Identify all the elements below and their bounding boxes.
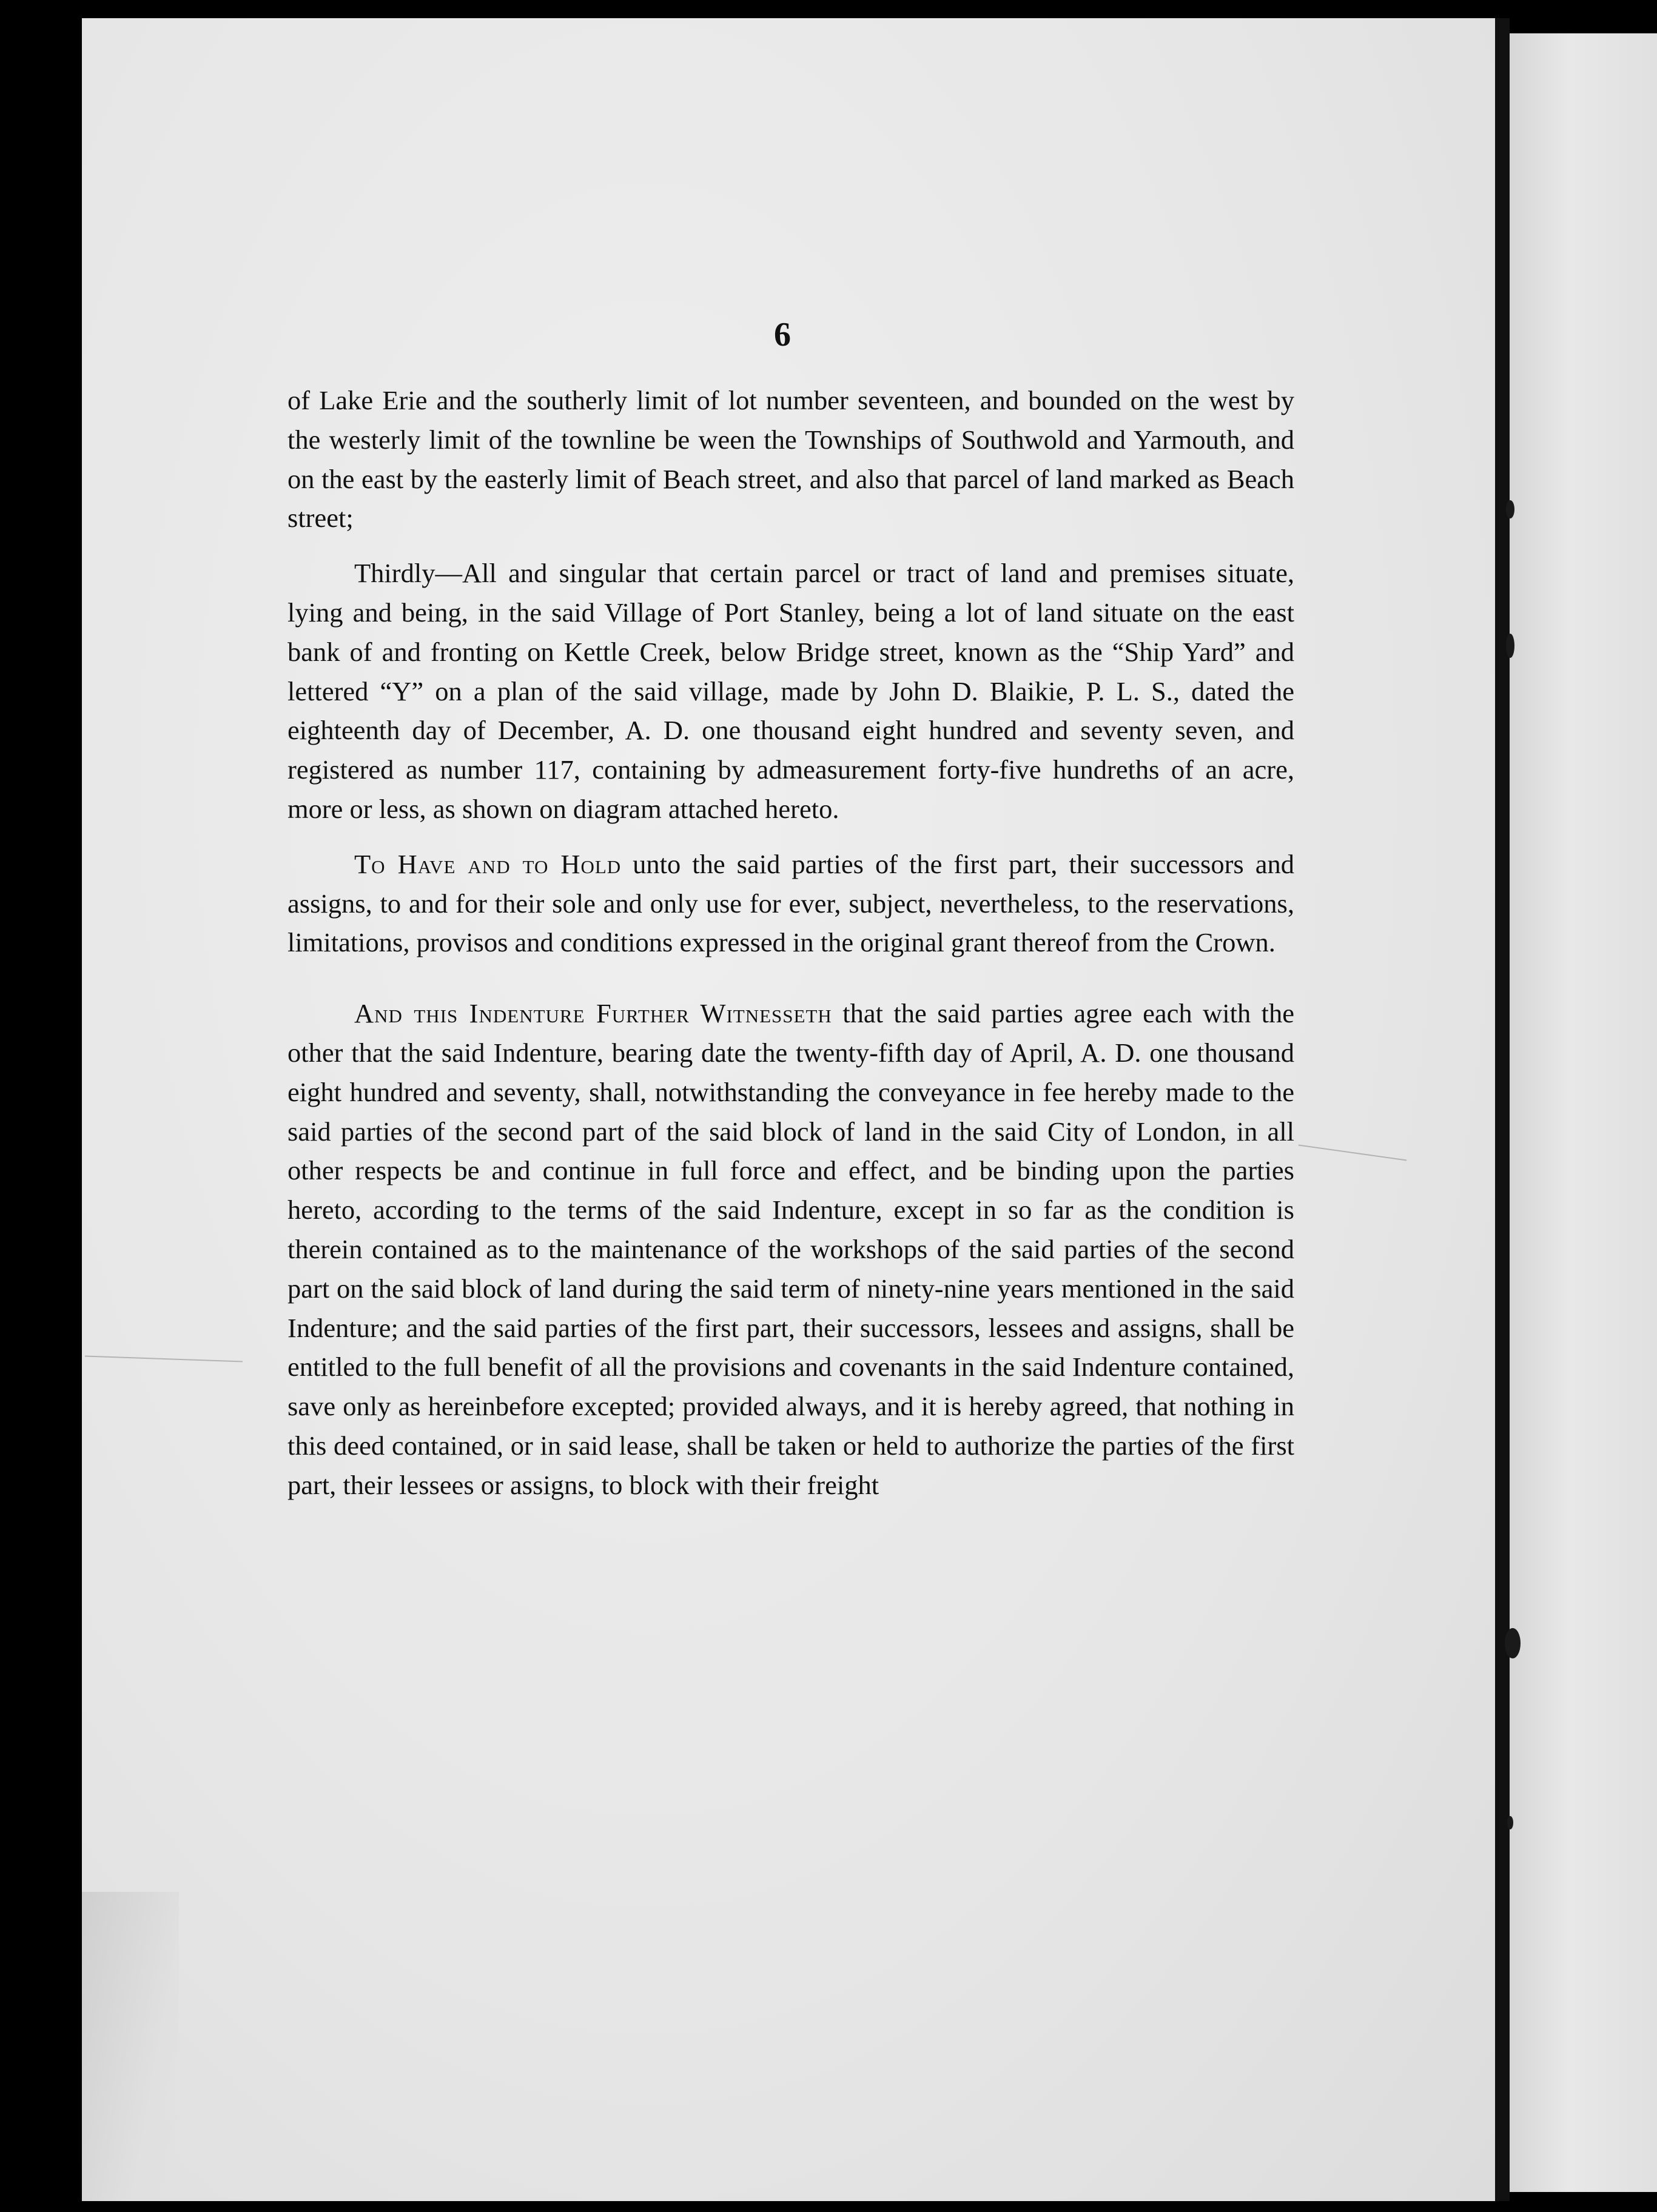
paragraph bbox=[287, 845, 1294, 962]
adjacent-page-edge bbox=[1510, 33, 1657, 2192]
binding-hole-mark bbox=[1506, 500, 1514, 518]
page-number: 6 bbox=[774, 316, 791, 354]
paragraph-lead: To Have and to Hold bbox=[354, 848, 622, 879]
paragraph: of Lake Erie and the southerly limit of lot number seventeen, and bounded on the west by the westerly limit of the townline be ween the Townships of Southwold and Yarmouth, and on the east by the easterly limit of Beach street, and also that parcel of land marked as Beach street; bbox=[287, 385, 1294, 534]
page-corner-stain bbox=[82, 1892, 179, 2201]
paragraph bbox=[287, 994, 1294, 1504]
body-text bbox=[287, 381, 1294, 1505]
paragraph: Thirdly—All and singular that certain parcel or tract of land and premises situate, lying and being, in the said Village of Port Stanley, being a lot of land situate on the east bank of and fronting on Kettle Creek, below Bridge street, known as the “Ship Yard” and lettered “Y” on a plan of the said village, made by John D. Blaikie, P. L. S., dated the eighteenth day of December, A. D. one thousand eight hundred and seventy seven, and registered as number 117, containing by admeasurement forty-five hundreths of an acre, more or less, as shown on diagram attached hereto. bbox=[287, 558, 1294, 824]
page-gutter bbox=[1495, 18, 1510, 2201]
paragraph-body: unto the said parties of the first part, their successors and assigns, to and for their sole and only use for ever, subject, nevertheless, to the reservations, limitations, provisos and conditions expressed in the original grant thereof from the Crown. bbox=[287, 848, 1294, 958]
binding-hole-mark bbox=[1505, 1628, 1521, 1658]
binding-hole-mark bbox=[1506, 634, 1514, 658]
paragraph-lead: And this Indenture Further Witnesseth bbox=[354, 998, 832, 1029]
binding-hole-mark bbox=[1507, 1816, 1513, 1829]
paragraph-body: that the said parties agree each with the other that the said Indenture, bearing date the twenty-fifth day of April, A. D. one thousand eight hundred and seventy, shall, notwithstanding the conveyance in fee hereby made to the said parties of the second part of the said block of land in the said City of London, in all other respects be and continue in full force and effect, and be binding upon the parties hereto, according to the terms of the said Indenture, except in so far as the condition is therein contained as to the maintenance of the workshops of the said parties of the second part on the said block of land during the said term of ninety-nine years mentioned in the said Indenture; and the said parties of the first part, their successors, lessees and assigns, shall be entitled to the full benefit of all the provisions and covenants in the said Indenture contained, save only as hereinbefore excepted; provided always, and it is hereby agreed, that nothing in this deed contained, or in said lease, shall be taken or held to authorize the parties of the first part, their lessees or assigns, to block with their freight bbox=[287, 998, 1294, 1500]
